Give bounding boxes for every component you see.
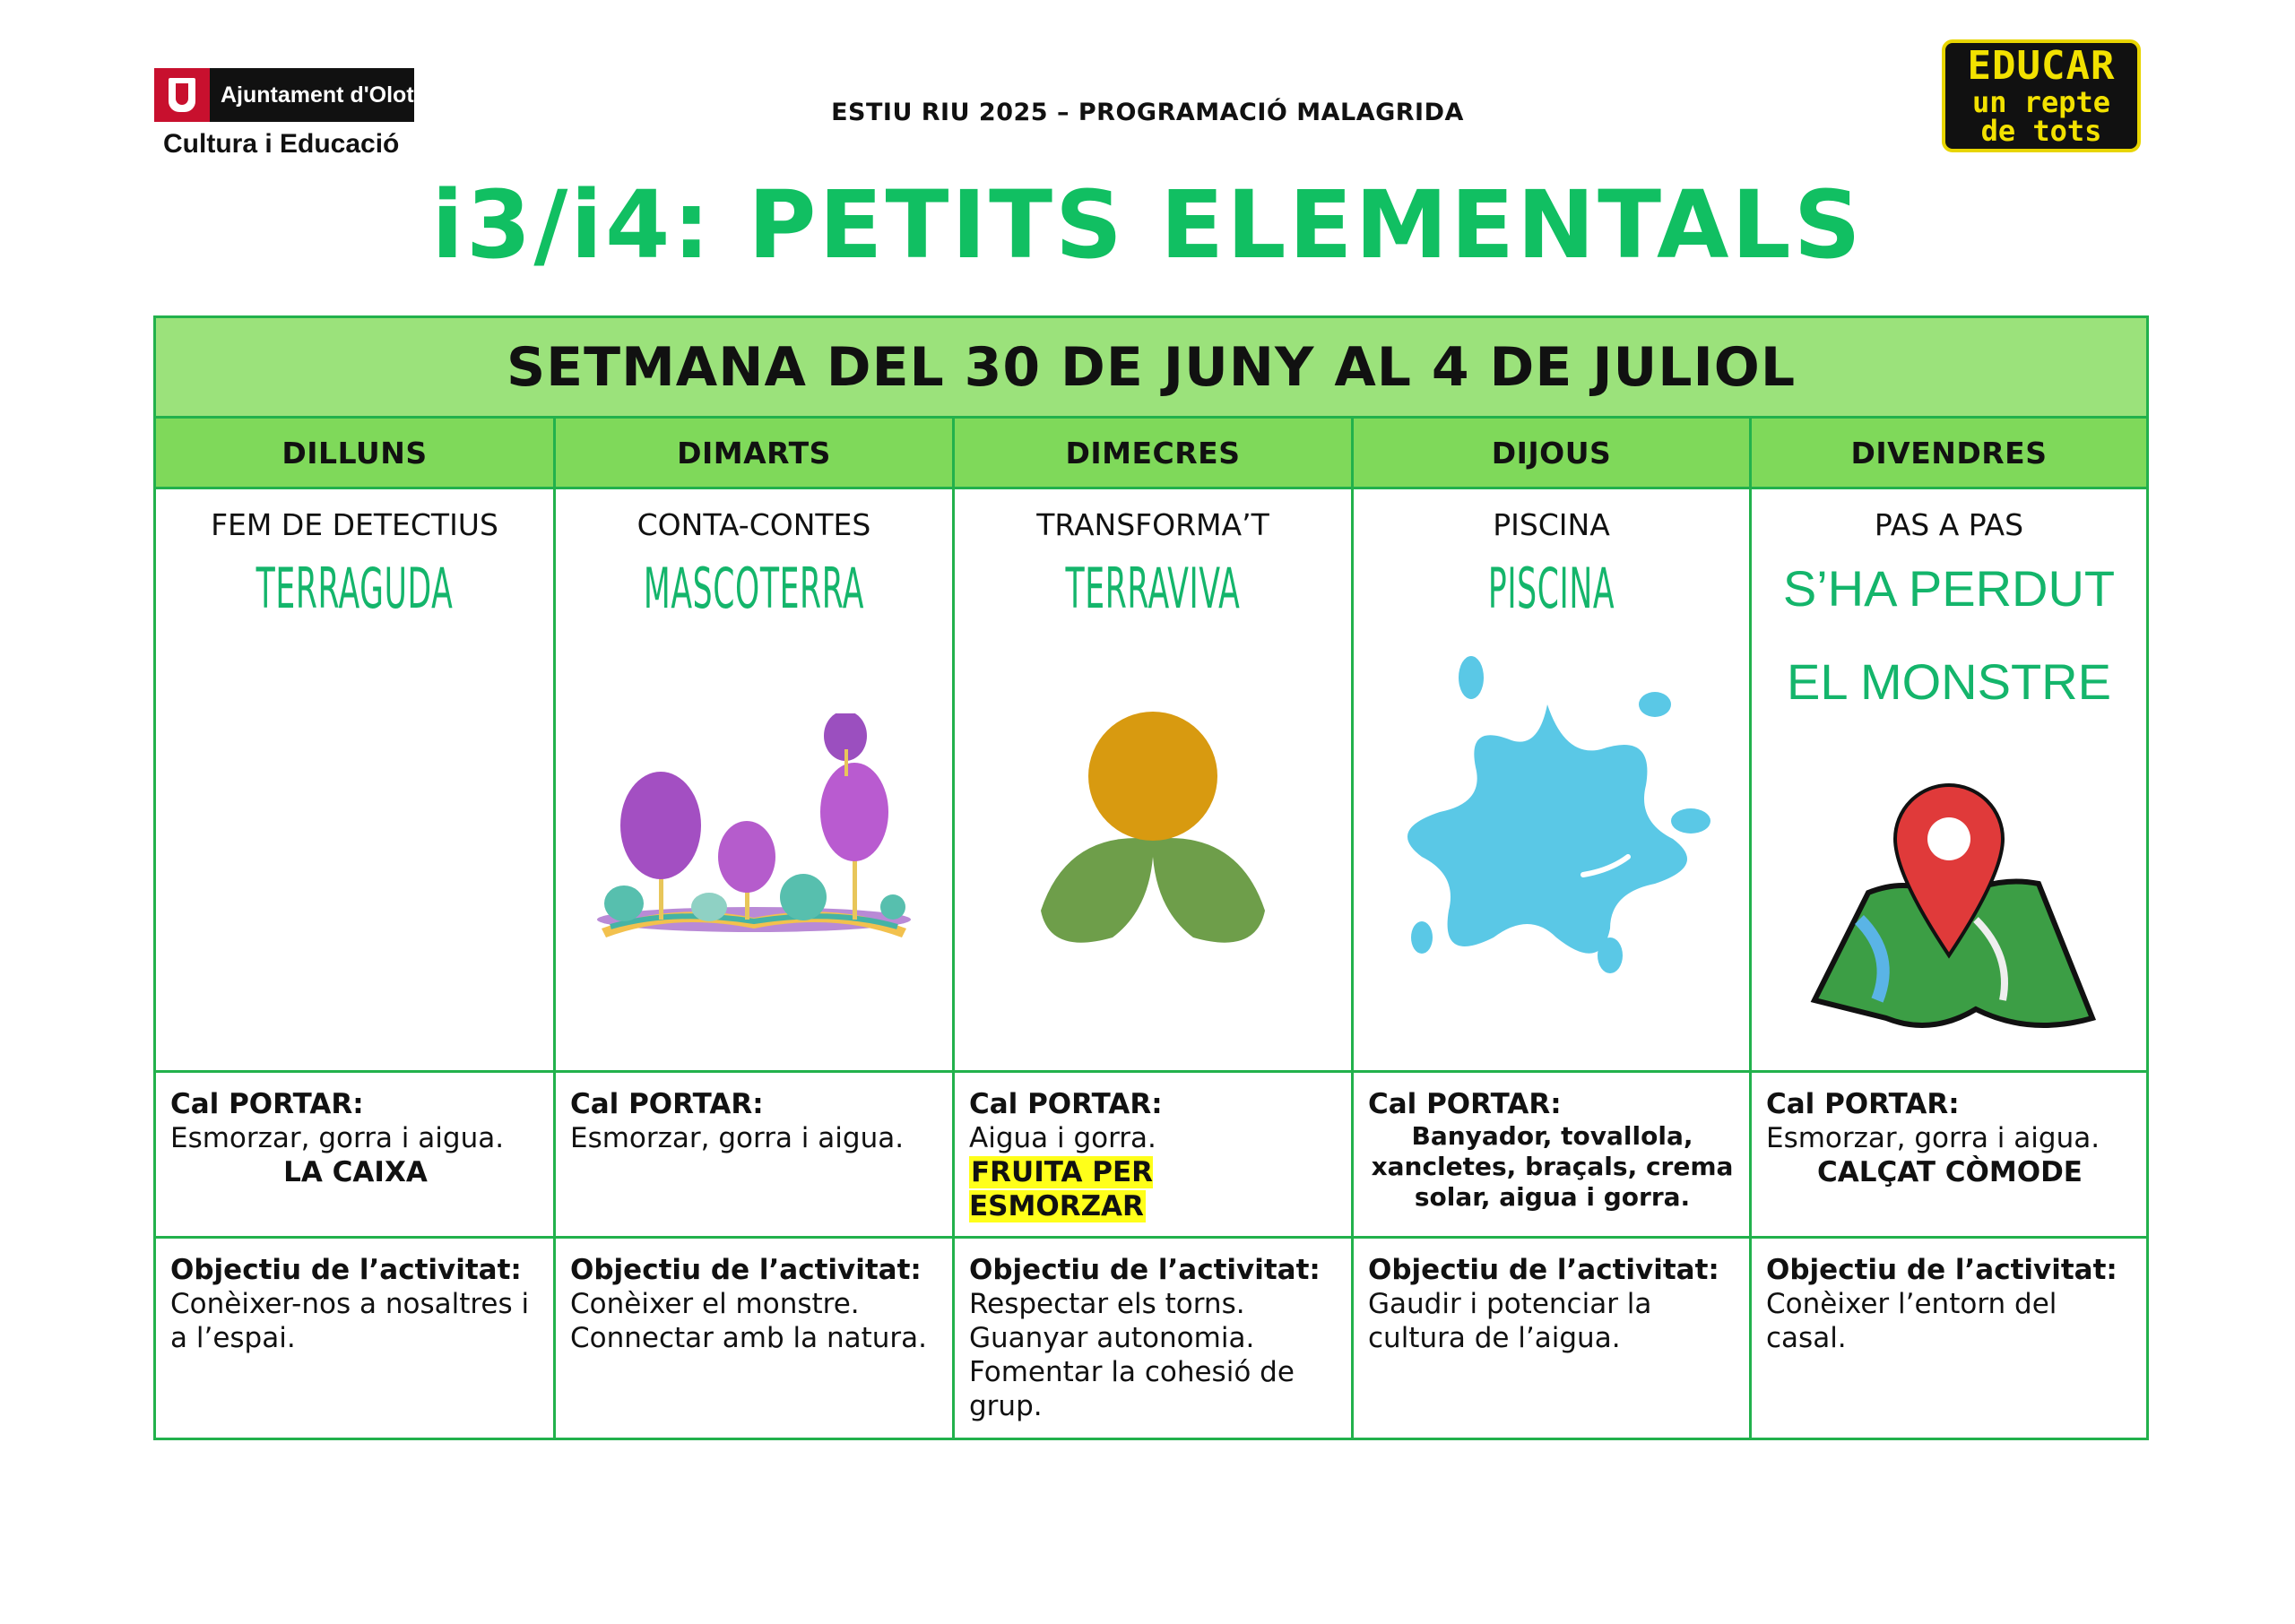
map-pin-icon (1797, 776, 2101, 1045)
bring-cell (156, 1073, 556, 1236)
educar-logo-line1: EDUCAR (1967, 43, 2116, 89)
activity-subtitle: CONTA-CONTES (637, 507, 871, 542)
day-header: DIVENDRES (1850, 435, 2048, 471)
bring-extra: LA CAIXA (283, 1156, 428, 1188)
goal-text: Conèixer-nos a nosaltres i a l’espai. (170, 1288, 530, 1354)
goal-text: Gaudir i potenciar la cultura de l’aigua. (1368, 1288, 1652, 1354)
day-header: DILLUNS (156, 419, 556, 487)
bring-text: Aigua i gorra. (969, 1122, 1156, 1154)
bring-label: Cal PORTAR: (969, 1088, 1163, 1120)
goal-label: Objectiu de l’activitat: (1368, 1254, 1719, 1286)
day-header: DIMECRES (955, 419, 1354, 487)
bring-text: Banyador, tovallola, xancletes, braçals, crema solar, aigua i gorra. (1371, 1121, 1734, 1212)
activity-name: MASCOTERRA (643, 556, 865, 621)
goal-label: Objectiu de l’activitat: (969, 1254, 1321, 1286)
org-name: Ajuntament d'Olot (210, 68, 414, 122)
storybook-forest-icon (584, 713, 924, 964)
activity-cell (1752, 489, 2146, 1070)
activity-name: S’HA PERDUT EL MONSTRE (1782, 560, 2116, 710)
activity-name: PISCINA (1487, 556, 1615, 621)
org-department: Cultura i Educació (163, 129, 400, 159)
activity-cell (1354, 489, 1752, 1070)
day-header: DIJOUS (1354, 419, 1752, 487)
goal-row (156, 1239, 2146, 1438)
goal-text: Conèixer l’entorn del casal. (1766, 1288, 2057, 1354)
bring-text: Esmorzar, gorra i aigua. (170, 1122, 505, 1154)
goal-cell (955, 1239, 1354, 1438)
bring-row (156, 1073, 2146, 1239)
goal-text: Respectar els torns. Guanyar autonomia. Fomentar la cohesió de grup. (969, 1288, 1295, 1422)
activity-subtitle: PISCINA (1493, 507, 1610, 542)
goal-label: Objectiu de l’activitat: (1766, 1254, 2117, 1286)
bring-cell (1354, 1073, 1752, 1236)
goal-label: Objectiu de l’activitat: (170, 1254, 522, 1286)
bring-highlight: FRUITA PER ESMORZAR (969, 1156, 1154, 1222)
bring-label: Cal PORTAR: (170, 1088, 364, 1120)
activity-subtitle: FEM DE DETECTIUS (211, 507, 498, 542)
day-header: DIMARTS (556, 419, 955, 487)
bring-label: Cal PORTAR: (1766, 1088, 1960, 1120)
bring-label: Cal PORTAR: (570, 1088, 764, 1120)
activity-cell (955, 489, 1354, 1070)
page-title: i3/i4: PETITS ELEMENTALS (431, 170, 1864, 280)
activity-name: TERRAVIVA (1065, 556, 1241, 621)
goal-cell (1354, 1239, 1752, 1438)
bring-text: Esmorzar, gorra i aigua. (570, 1122, 905, 1154)
bring-label: Cal PORTAR: (1368, 1088, 1562, 1120)
goal-cell (556, 1239, 955, 1438)
week-title: SETMANA DEL 30 DE JUNY AL 4 DE JULIOL (156, 318, 2146, 419)
bring-extra: CALÇAT CÒMODE (1817, 1156, 2083, 1188)
weekly-schedule-table (153, 315, 2149, 1440)
bring-cell (955, 1073, 1354, 1236)
educar-logo-line3: de tots (1980, 114, 2102, 148)
educar-logo-line2: un repte (1971, 85, 2111, 119)
activity-cell (156, 489, 556, 1070)
goal-cell (156, 1239, 556, 1438)
bring-cell (1752, 1073, 2146, 1236)
activity-name: TERRAGUDA (255, 556, 454, 621)
activity-cell (556, 489, 955, 1070)
bring-text: Esmorzar, gorra i aigua. (1766, 1122, 2100, 1154)
document-header: ESTIU RIU 2025 – PROGRAMACIÓ MALAGRIDA (831, 99, 1464, 126)
educar-logo (1942, 39, 2141, 152)
day-header-row (156, 419, 2146, 489)
sunflower-icon (1014, 642, 1292, 964)
bring-cell (556, 1073, 955, 1236)
goal-label: Objectiu de l’activitat: (570, 1254, 922, 1286)
water-splash-icon (1386, 651, 1718, 982)
goal-text: Conèixer el monstre. Connectar amb la natura. (570, 1288, 928, 1354)
activity-row (156, 489, 2146, 1073)
goal-cell (1752, 1239, 2146, 1438)
activity-subtitle: PAS A PAS (1874, 507, 2024, 542)
activity-subtitle: TRANSFORMA’T (1036, 507, 1269, 542)
